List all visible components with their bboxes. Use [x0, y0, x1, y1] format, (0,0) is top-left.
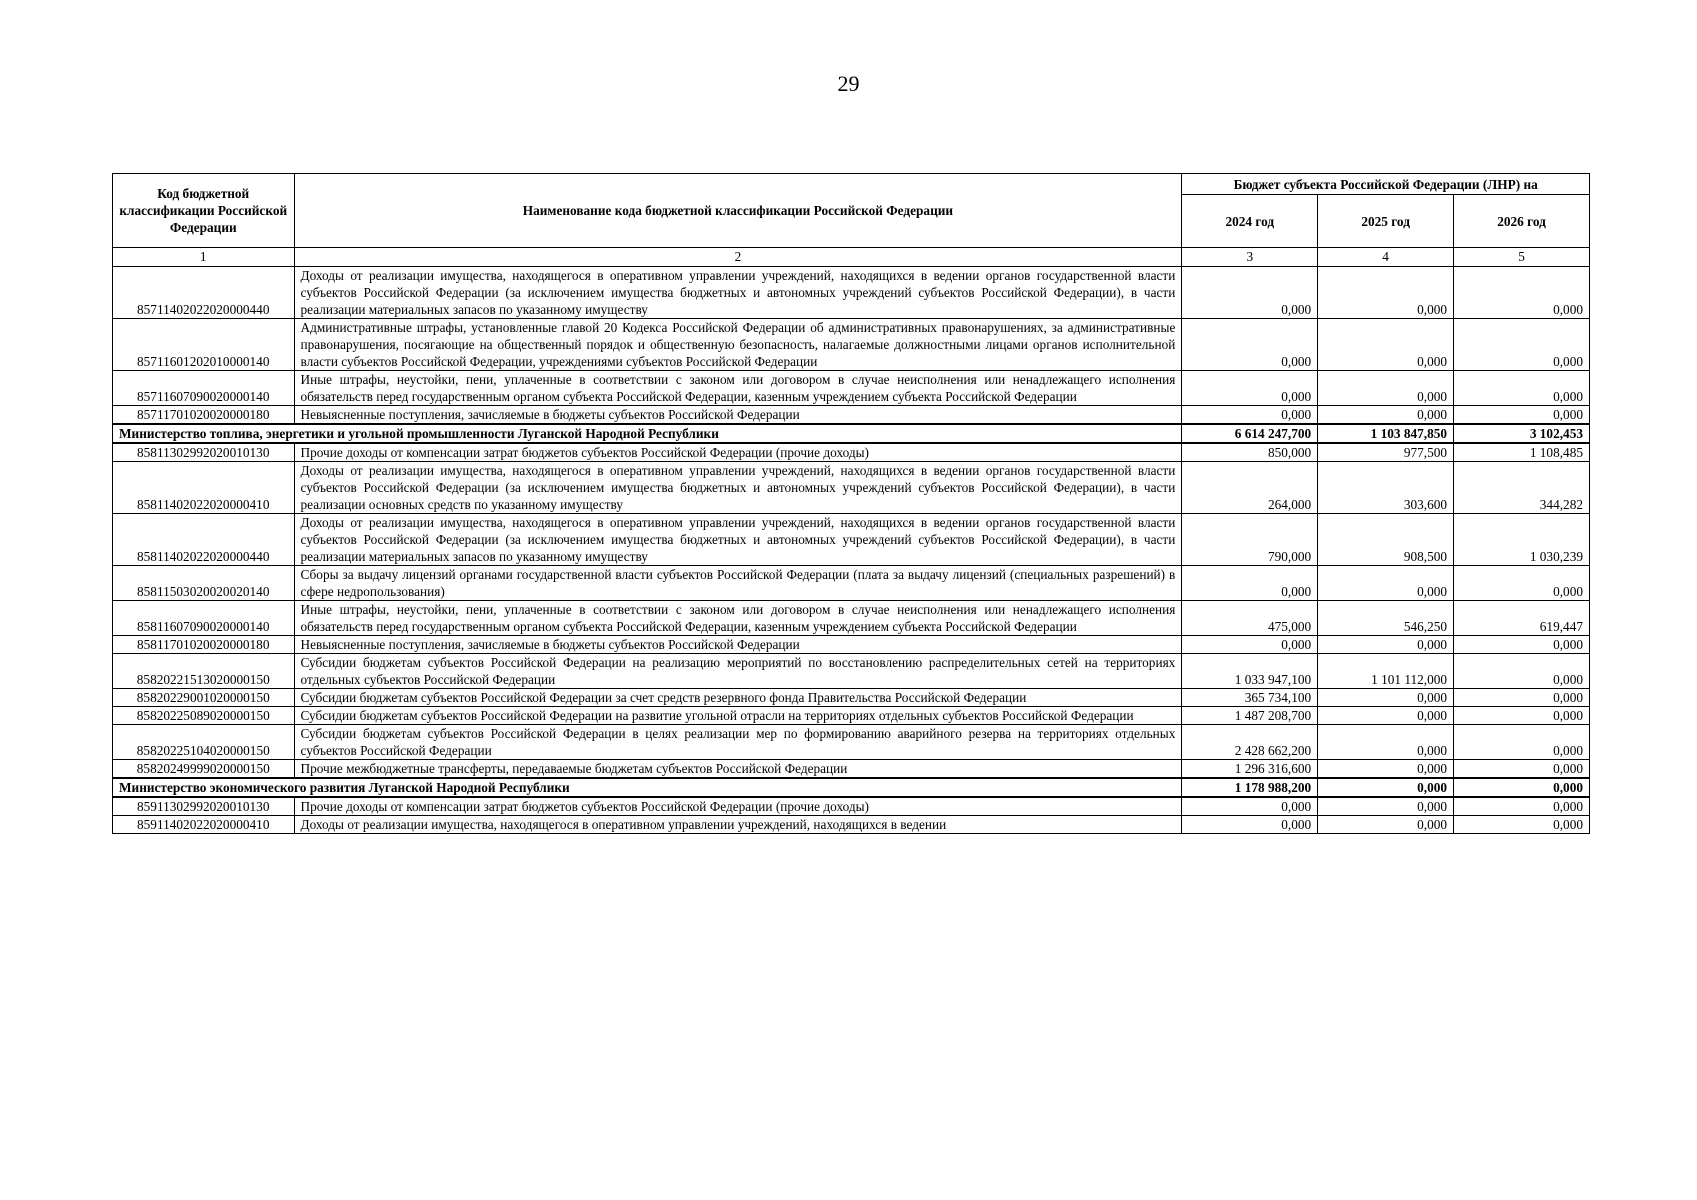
section-total-row: [113, 424, 1590, 443]
amount-2024: 0,000: [1182, 566, 1318, 601]
amount-2024: 0,000: [1182, 319, 1318, 371]
amount-2025: 0,000: [1318, 406, 1454, 425]
budget-code-name: Доходы от реализации имущества, находящегося в оперативном управлении учреждений, находящихся в ведении органов государственной власти субъектов Российской Федерации (за исключением имущества бюджетных и автономных учреждений субъектов Российской Федерации), в части реализации материальных запасов по указанному имуществу: [294, 514, 1182, 566]
budget-code-name: Субсидии бюджетам субъектов Российской Федерации на развитие угольной отрасли на территориях отдельных субъектов Российской Федерации: [294, 707, 1182, 725]
table-row: [113, 443, 1590, 462]
budget-code: 85820225089020000150: [113, 707, 295, 725]
amount-2024: 1 487 208,700: [1182, 707, 1318, 725]
budget-revenue-table: [112, 173, 1590, 834]
amount-2026: 1 108,485: [1454, 443, 1590, 462]
amount-2025: 1 103 847,850: [1318, 424, 1454, 443]
budget-code: 85820229001020000150: [113, 689, 295, 707]
column-number: 3: [1182, 248, 1318, 267]
budget-code-name: Прочие доходы от компенсации затрат бюджетов субъектов Российской Федерации (прочие доходы): [294, 797, 1182, 816]
budget-code-name: Невыясненные поступления, зачисляемые в бюджеты субъектов Российской Федерации: [294, 636, 1182, 654]
table-row: [113, 601, 1590, 636]
table-row: [113, 566, 1590, 601]
amount-2026: 0,000: [1454, 760, 1590, 779]
budget-code: 85711701020020000180: [113, 406, 295, 425]
column-number: 2: [294, 248, 1182, 267]
amount-2026: 0,000: [1454, 654, 1590, 689]
budget-code: 85911302992020010130: [113, 797, 295, 816]
amount-2026: 0,000: [1454, 725, 1590, 760]
amount-2026: 0,000: [1454, 689, 1590, 707]
budget-code-name: Прочие доходы от компенсации затрат бюджетов субъектов Российской Федерации (прочие доходы): [294, 443, 1182, 462]
amount-2026: 0,000: [1454, 707, 1590, 725]
header-year-2026: 2026 год: [1454, 195, 1590, 248]
table-row: [113, 689, 1590, 707]
amount-2025: 0,000: [1318, 778, 1454, 797]
budget-code-name: Доходы от реализации имущества, находящегося в оперативном управлении учреждений, находящихся в ведении: [294, 816, 1182, 834]
amount-2025: 0,000: [1318, 371, 1454, 406]
amount-2024: 6 614 247,700: [1182, 424, 1318, 443]
budget-code: 85811402022020000410: [113, 462, 295, 514]
table-row: [113, 654, 1590, 689]
amount-2026: 0,000: [1454, 636, 1590, 654]
table-row: [113, 707, 1590, 725]
amount-2025: 0,000: [1318, 566, 1454, 601]
amount-2026: 0,000: [1454, 319, 1590, 371]
table-row: [113, 797, 1590, 816]
section-total-row: [113, 778, 1590, 797]
budget-code: 85811701020020000180: [113, 636, 295, 654]
budget-code: 85711402022020000440: [113, 267, 295, 319]
budget-code-name: Субсидии бюджетам субъектов Российской Федерации на реализацию мероприятий по восстановлению распределительных сетей на территориях отдельных субъектов Российской Федерации: [294, 654, 1182, 689]
table-body: [113, 267, 1590, 834]
amount-2024: 0,000: [1182, 797, 1318, 816]
table-row: [113, 462, 1590, 514]
amount-2026: 619,447: [1454, 601, 1590, 636]
amount-2026: 0,000: [1454, 797, 1590, 816]
header-year-2024: 2024 год: [1182, 195, 1318, 248]
budget-code: 85811402022020000440: [113, 514, 295, 566]
budget-code-name: Доходы от реализации имущества, находящегося в оперативном управлении учреждений, находящихся в ведении органов государственной власти субъектов Российской Федерации (за исключением имущества бюджетных и автономных учреждений субъектов Российской Федерации), в части реализации основных средств по указанному имуществу: [294, 462, 1182, 514]
amount-2024: 264,000: [1182, 462, 1318, 514]
budget-code-name: Административные штрафы, установленные главой 20 Кодекса Российской Федерации об административных правонарушениях, за административные правонарушения, посягающие на общественный порядок и общественную безопасность, налагаемые должностными лицами органов исполнительной власти субъектов Российской Федерации, учреждениями субъектов Российской Федерации: [294, 319, 1182, 371]
budget-code: 85711607090020000140: [113, 371, 295, 406]
section-title: Министерство топлива, энергетики и угольной промышленности Луганской Народной Республики: [113, 424, 1182, 443]
amount-2025: 1 101 112,000: [1318, 654, 1454, 689]
amount-2024: 475,000: [1182, 601, 1318, 636]
amount-2024: 850,000: [1182, 443, 1318, 462]
section-title: Министерство экономического развития Луганской Народной Республики: [113, 778, 1182, 797]
amount-2026: 1 030,239: [1454, 514, 1590, 566]
amount-2024: 0,000: [1182, 636, 1318, 654]
budget-code: 85820249999020000150: [113, 760, 295, 779]
column-number: 4: [1318, 248, 1454, 267]
amount-2025: 546,250: [1318, 601, 1454, 636]
amount-2024: 1 296 316,600: [1182, 760, 1318, 779]
table-row: [113, 725, 1590, 760]
amount-2026: 0,000: [1454, 816, 1590, 834]
amount-2026: 0,000: [1454, 778, 1590, 797]
budget-code-name: Невыясненные поступления, зачисляемые в бюджеты субъектов Российской Федерации: [294, 406, 1182, 425]
amount-2025: 908,500: [1318, 514, 1454, 566]
page-number: 29: [837, 71, 860, 96]
amount-2024: 0,000: [1182, 816, 1318, 834]
budget-code-name: Доходы от реализации имущества, находящегося в оперативном управлении учреждений, находящихся в ведении органов государственной власти субъектов Российской Федерации (за исключением имущества бюджетных и автономных учреждений субъектов Российской Федерации), в части реализации материальных запасов по указанному имуществу: [294, 267, 1182, 319]
budget-code-name: Субсидии бюджетам субъектов Российской Федерации в целях реализации мер по формированию аварийного резерва на территориях отдельных субъектов Российской Федерации: [294, 725, 1182, 760]
budget-code: 85811607090020000140: [113, 601, 295, 636]
budget-code: 85911402022020000410: [113, 816, 295, 834]
budget-code: 85811503020020020140: [113, 566, 295, 601]
amount-2026: 0,000: [1454, 267, 1590, 319]
table-row: [113, 816, 1590, 834]
table-row: [113, 319, 1590, 371]
table-header: [113, 174, 1590, 267]
budget-code-name: Иные штрафы, неустойки, пени, уплаченные в соответствии с законом или договором в случае неисполнения или ненадлежащего исполнения обязательств перед государственным органом субъекта Российской Федерации, казенным учреждением субъекта Российской Федерации: [294, 601, 1182, 636]
amount-2024: 1 178 988,200: [1182, 778, 1318, 797]
amount-2024: 1 033 947,100: [1182, 654, 1318, 689]
header-year-2025: 2025 год: [1318, 195, 1454, 248]
column-number-row: [113, 248, 1590, 267]
table-row: [113, 406, 1590, 425]
amount-2025: 303,600: [1318, 462, 1454, 514]
amount-2024: 0,000: [1182, 406, 1318, 425]
budget-code-name: Сборы за выдачу лицензий органами государственной власти субъектов Российской Федерации (плата за выдачу лицензий (специальных разрешений) в сфере недропользования): [294, 566, 1182, 601]
budget-code-name: Иные штрафы, неустойки, пени, уплаченные в соответствии с законом или договором в случае неисполнения или ненадлежащего исполнения обязательств перед государственным органом субъекта Российской Федерации, казенным учреждением субъекта Российской Федерации: [294, 371, 1182, 406]
table-row: [113, 371, 1590, 406]
amount-2025: 0,000: [1318, 725, 1454, 760]
amount-2025: 0,000: [1318, 689, 1454, 707]
amount-2026: 3 102,453: [1454, 424, 1590, 443]
header-name: Наименование кода бюджетной классификации Российской Федерации: [294, 174, 1182, 248]
budget-code-name: Субсидии бюджетам субъектов Российской Федерации за счет средств резервного фонда Правительства Российской Федерации: [294, 689, 1182, 707]
amount-2025: 0,000: [1318, 707, 1454, 725]
amount-2025: 0,000: [1318, 267, 1454, 319]
amount-2024: 0,000: [1182, 371, 1318, 406]
budget-code: 85811302992020010130: [113, 443, 295, 462]
budget-code: 85820225104020000150: [113, 725, 295, 760]
amount-2024: 365 734,100: [1182, 689, 1318, 707]
column-number: 1: [113, 248, 295, 267]
table-row: [113, 514, 1590, 566]
amount-2025: 0,000: [1318, 760, 1454, 779]
amount-2024: 790,000: [1182, 514, 1318, 566]
column-number: 5: [1454, 248, 1590, 267]
amount-2025: 0,000: [1318, 636, 1454, 654]
amount-2024: 0,000: [1182, 267, 1318, 319]
budget-code: 85820221513020000150: [113, 654, 295, 689]
table-row: [113, 636, 1590, 654]
amount-2025: 977,500: [1318, 443, 1454, 462]
header-code: Код бюджетной классификации Российской Федерации: [113, 174, 295, 248]
amount-2026: 0,000: [1454, 371, 1590, 406]
table-row: [113, 760, 1590, 779]
table-row: [113, 267, 1590, 319]
amount-2024: 2 428 662,200: [1182, 725, 1318, 760]
amount-2025: 0,000: [1318, 319, 1454, 371]
amount-2026: 0,000: [1454, 406, 1590, 425]
amount-2026: 344,282: [1454, 462, 1590, 514]
budget-code-name: Прочие межбюджетные трансферты, передаваемые бюджетам субъектов Российской Федерации: [294, 760, 1182, 779]
amount-2026: 0,000: [1454, 566, 1590, 601]
header-budget-group: Бюджет субъекта Российской Федерации (ЛНР) на: [1182, 174, 1590, 195]
amount-2025: 0,000: [1318, 816, 1454, 834]
budget-code: 85711601202010000140: [113, 319, 295, 371]
amount-2025: 0,000: [1318, 797, 1454, 816]
